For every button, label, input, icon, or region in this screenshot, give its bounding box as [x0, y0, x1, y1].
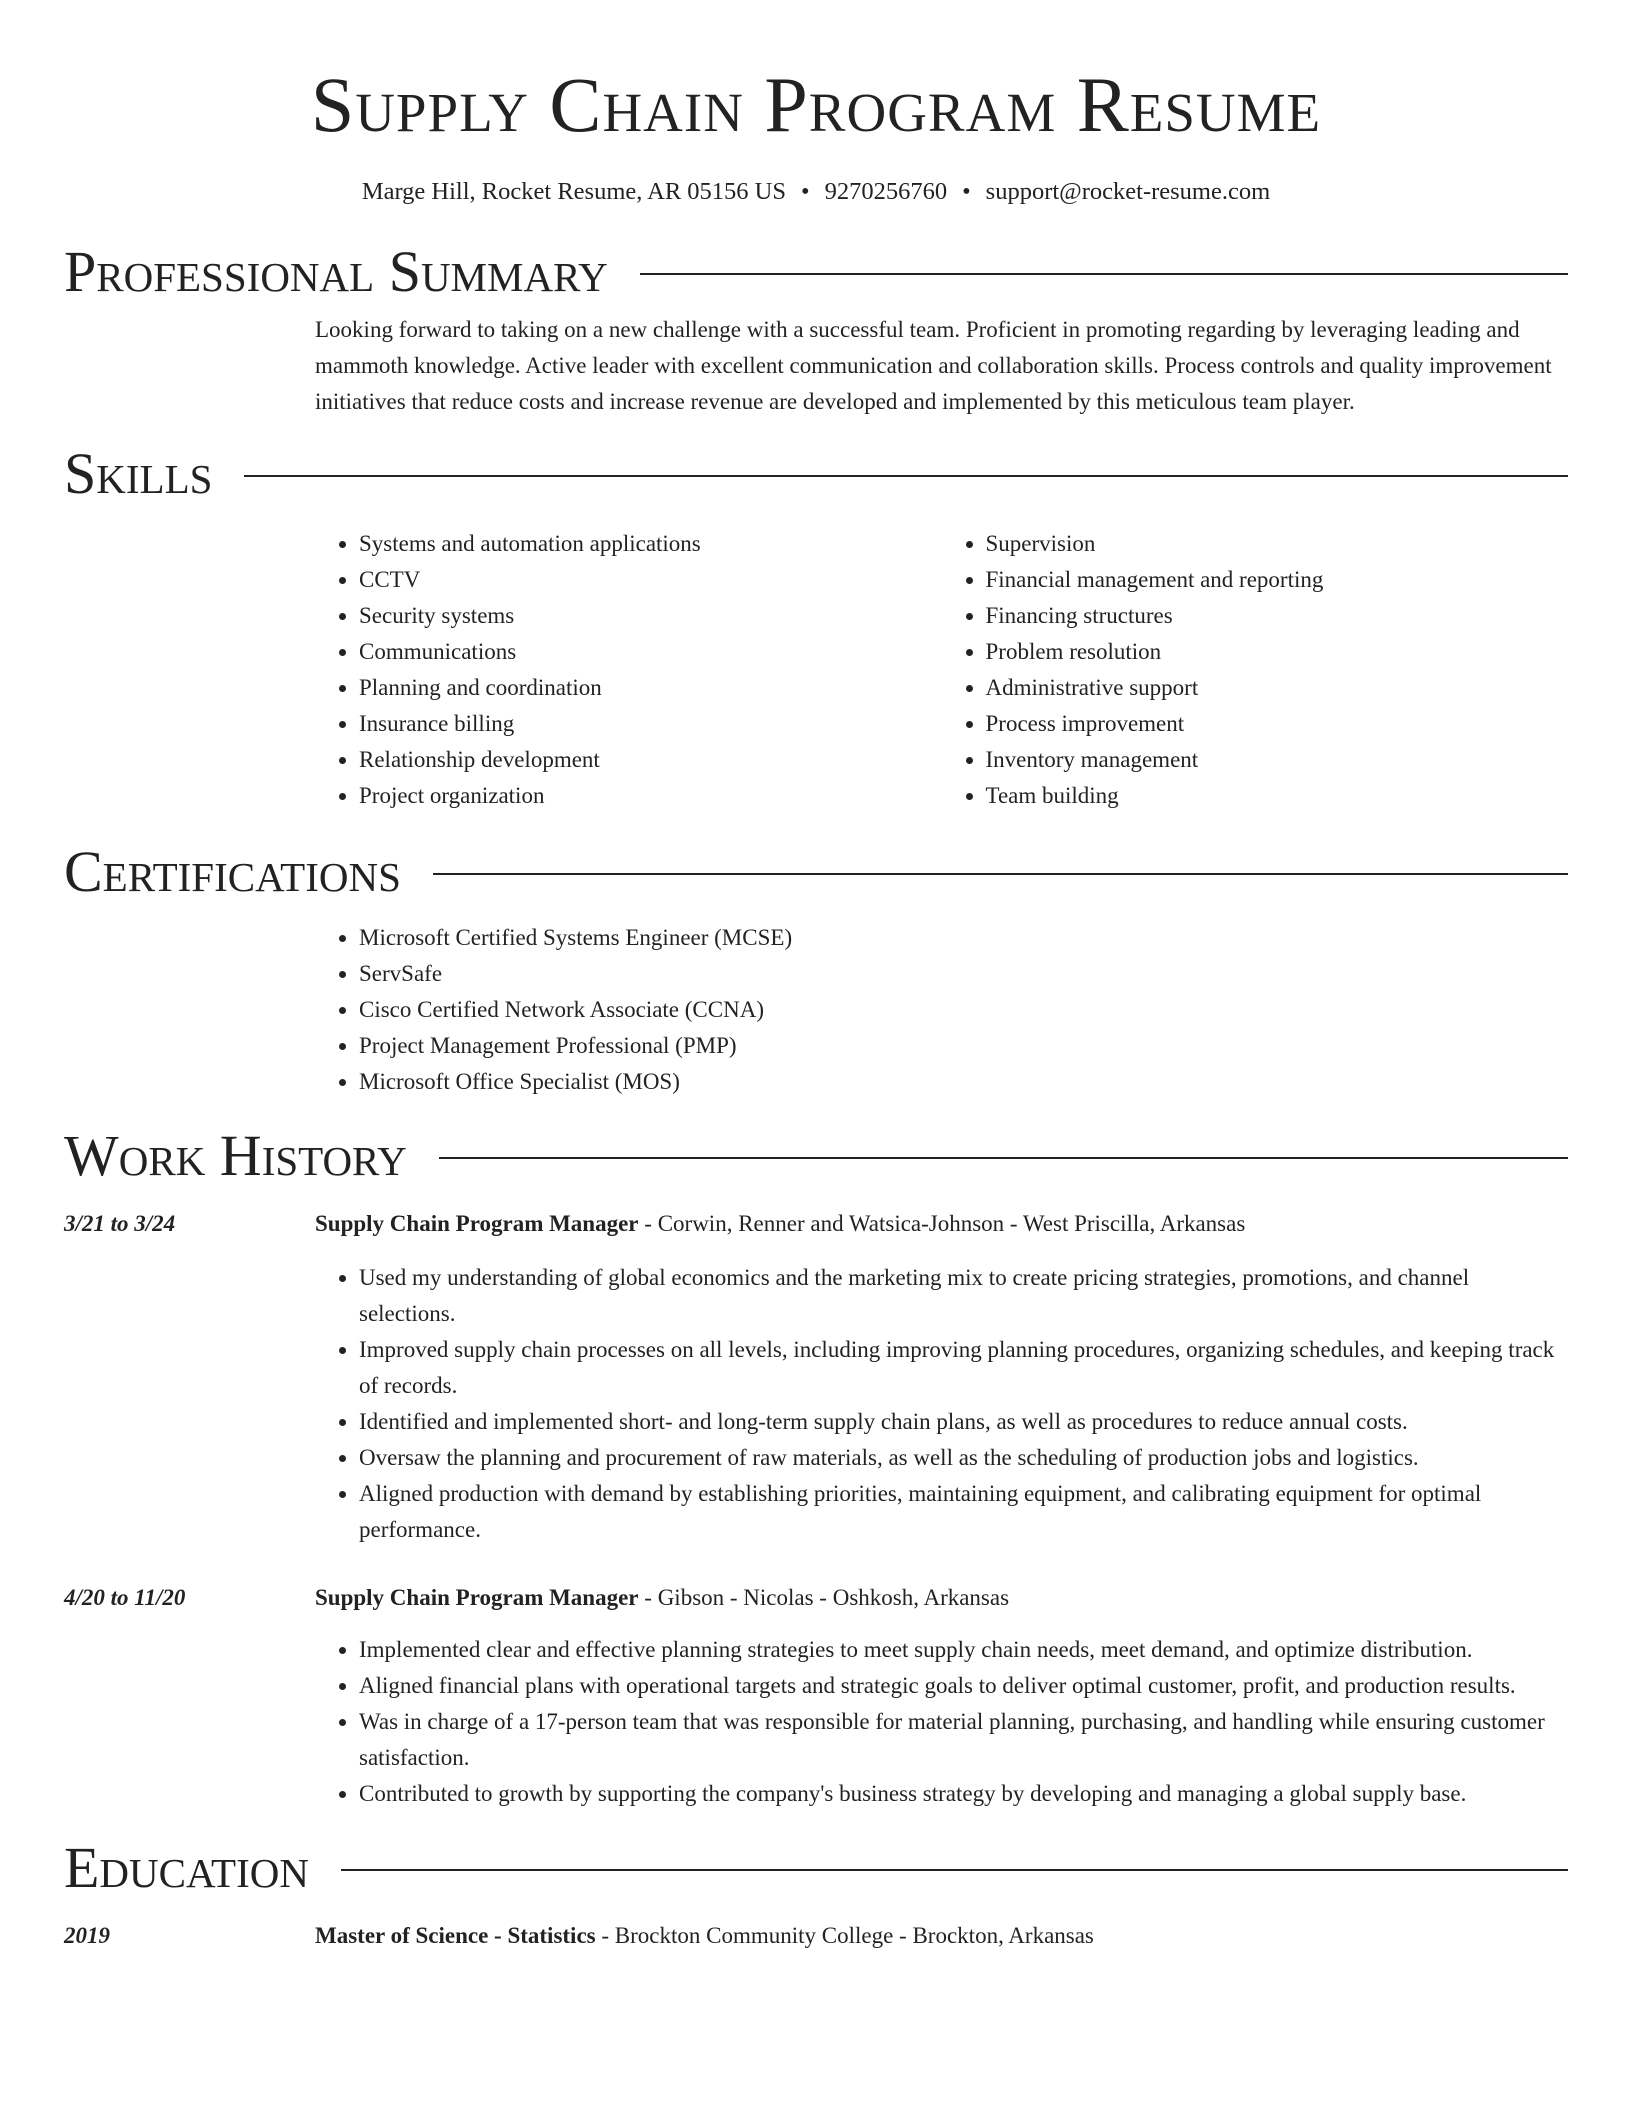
- section-skills-header: [64, 442, 1568, 506]
- skill-item: • Communications: [359, 634, 942, 670]
- education-line: [315, 1918, 1568, 1954]
- education-details: - Brockton Community College - Brockton, Arkansas: [595, 1923, 1094, 1948]
- skill-item: • Administrative support: [986, 670, 1569, 706]
- job-bullet: • Used my understanding of global economics and the marketing mix to create pricing strategies, promotions, and channel selections.: [359, 1260, 1568, 1332]
- skill-item: • Security systems: [359, 598, 942, 634]
- job-bullet: • Aligned financial plans with operational targets and strategic goals to deliver optimal customer, profit, and production results.: [359, 1668, 1568, 1704]
- section-heading-education: Education: [64, 1835, 309, 1900]
- skill-item: • Financial management and reporting: [986, 562, 1569, 598]
- skill-item: • Financing structures: [986, 598, 1569, 634]
- skill-item: • Planning and coordination: [359, 670, 942, 706]
- skill-item: • Systems and automation applications: [359, 526, 942, 562]
- skills-list-left: [315, 526, 942, 814]
- section-education-header: [64, 1836, 1568, 1900]
- job-entry: [64, 1580, 1568, 1812]
- job-main: [315, 1580, 1568, 1812]
- contact-line: [64, 176, 1568, 208]
- skill-item: • Supervision: [986, 526, 1569, 562]
- summary-text: Looking forward to taking on a new challenge with a successful team. Proficient in promoting regarding by leveraging leading and mammoth knowledge. Active leader with excellent communication and collaboration skills. Process controls and quality improvement initiatives that reduce costs and increase revenue are developed and implemented by this meticulous team player.: [315, 317, 1552, 414]
- section-rule: [640, 273, 1568, 275]
- section-rule: [433, 873, 1568, 875]
- job-bullets: [315, 1260, 1568, 1548]
- contact-address: Marge Hill, Rocket Resume, AR 05156 US: [361, 178, 787, 205]
- skill-item: • Problem resolution: [986, 634, 1569, 670]
- job-details: - Corwin, Renner and Watsica-Johnson - West Priscilla, Arkansas: [638, 1211, 1246, 1236]
- skill-item: • CCTV: [359, 562, 942, 598]
- skill-item: • Project organization: [359, 778, 942, 814]
- job-title: Supply Chain Program Manager: [315, 1211, 639, 1236]
- skill-item: • Relationship development: [359, 742, 942, 778]
- section-rule: [439, 1157, 1568, 1159]
- contact-separator: •: [962, 178, 971, 205]
- certification-item: • Cisco Certified Network Associate (CCNA): [359, 992, 1568, 1028]
- job-dates: 4/20 to 11/20: [64, 1585, 186, 1610]
- job-bullet: • Was in charge of a 17-person team that was responsible for material planning, purchasing, and handling while ensuring customer satisfaction.: [359, 1704, 1568, 1776]
- job-title-line: [315, 1206, 1568, 1242]
- skill-item: • Insurance billing: [359, 706, 942, 742]
- job-bullet: • Implemented clear and effective planning strategies to meet supply chain needs, meet demand, and optimize distribution.: [359, 1632, 1568, 1668]
- resume-title: Supply Chain Program Resume: [310, 61, 1322, 148]
- skills-body: [64, 526, 1568, 814]
- certifications-body: [64, 920, 1568, 1100]
- resume-page: [64, 0, 1568, 1954]
- job-bullet: • Aligned production with demand by establishing priorities, maintaining equipment, and calibrating equipment for optimal performance.: [359, 1476, 1568, 1548]
- skill-item: • Team building: [986, 778, 1569, 814]
- section-work-header: [64, 1124, 1568, 1188]
- job-bullet: • Identified and implemented short- and long-term supply chain plans, as well as procedures to reduce annual costs.: [359, 1404, 1568, 1440]
- contact-phone: 9270256760: [824, 178, 948, 205]
- job-bullet: • Contributed to growth by supporting the company's business strategy by developing and managing a global supply base.: [359, 1776, 1568, 1812]
- certification-item: • Project Management Professional (PMP): [359, 1028, 1568, 1064]
- job-main: [315, 1206, 1568, 1548]
- education-degree: Master of Science - Statistics: [315, 1923, 596, 1948]
- job-title: Supply Chain Program Manager: [315, 1585, 639, 1610]
- education-year: 2019: [64, 1923, 110, 1948]
- job-entry: [64, 1206, 1568, 1548]
- skill-item: • Process improvement: [986, 706, 1569, 742]
- job-details: - Gibson - Nicolas - Oshkosh, Arkansas: [638, 1585, 1010, 1610]
- section-heading-work: Work History: [64, 1123, 407, 1188]
- section-summary-header: [64, 240, 1568, 304]
- certification-item: • Microsoft Certified Systems Engineer (MCSE): [359, 920, 1568, 956]
- section-rule: [244, 475, 1568, 477]
- skill-item: • Inventory management: [986, 742, 1569, 778]
- section-heading-skills: Skills: [64, 441, 213, 506]
- job-title-line: [315, 1580, 1568, 1616]
- certifications-list: [315, 920, 1568, 1100]
- section-rule: [341, 1869, 1568, 1871]
- skills-grid: [315, 526, 1568, 814]
- job-bullets: [315, 1632, 1568, 1812]
- education-main: [315, 1918, 1568, 1954]
- section-heading-certifications: Certifications: [64, 839, 401, 904]
- education-entry: [64, 1918, 1568, 1954]
- contact-separator: •: [801, 178, 810, 205]
- contact-email: support@rocket-resume.com: [985, 178, 1271, 205]
- section-certifications-header: [64, 840, 1568, 904]
- section-heading-summary: Professional Summary: [64, 239, 608, 304]
- certification-item: • ServSafe: [359, 956, 1568, 992]
- job-bullet: • Improved supply chain processes on all levels, including improving planning procedures, organizing schedules, and keeping track of records.: [359, 1332, 1568, 1404]
- certification-item: • Microsoft Office Specialist (MOS): [359, 1064, 1568, 1100]
- summary-body: [64, 312, 1568, 420]
- skills-list-right: [942, 526, 1569, 814]
- job-dates: 3/21 to 3/24: [64, 1211, 176, 1236]
- job-bullet: • Oversaw the planning and procurement of raw materials, as well as the scheduling of production jobs and logistics.: [359, 1440, 1568, 1476]
